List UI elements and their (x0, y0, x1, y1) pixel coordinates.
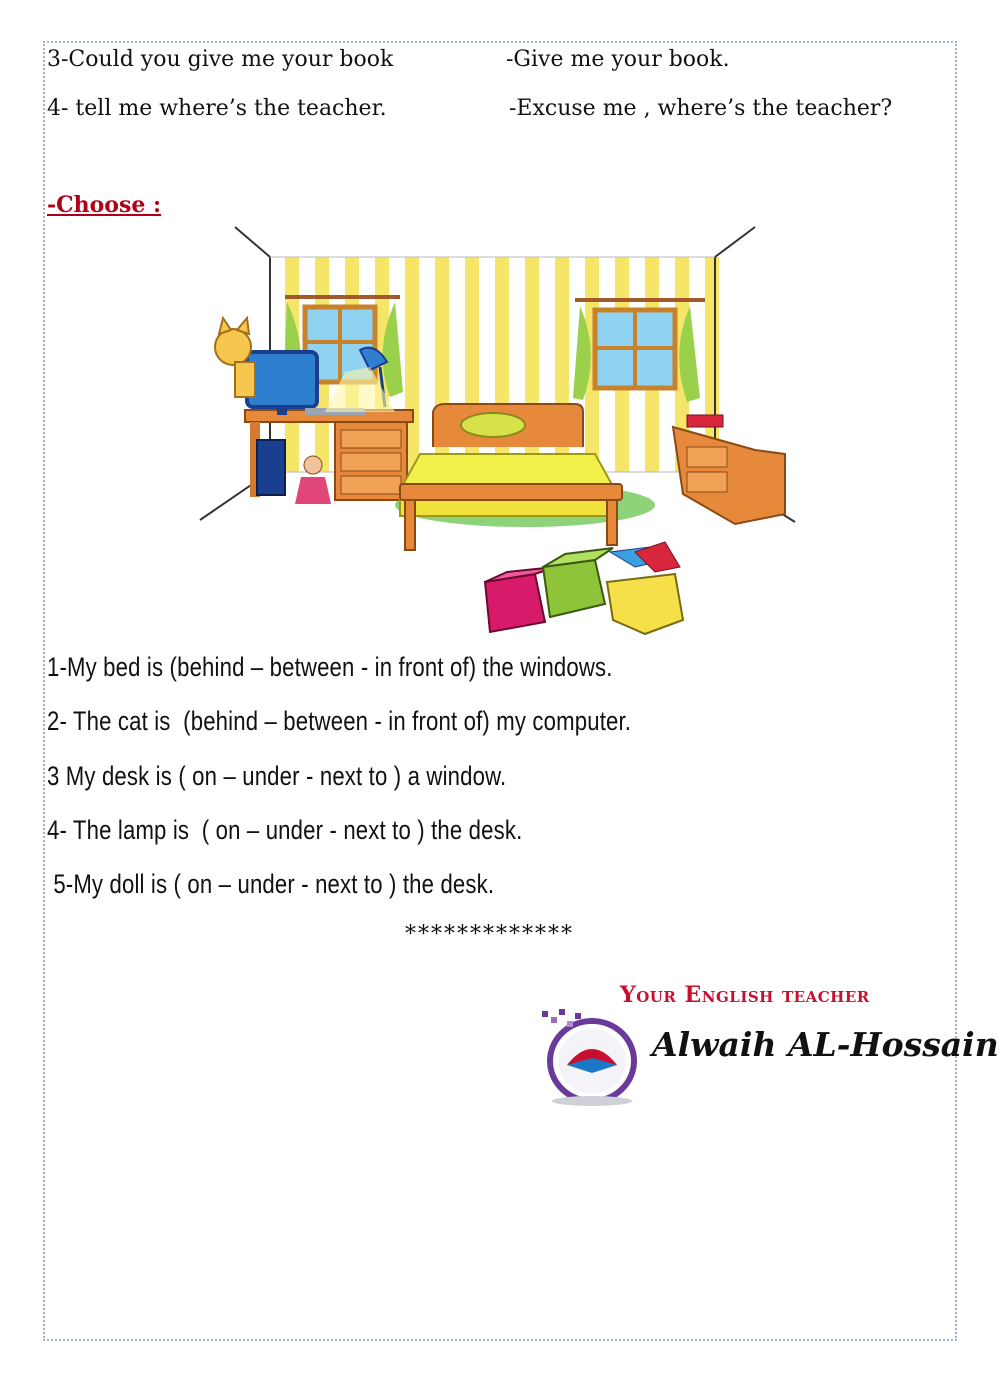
exercise-line-3-left: 3-Could you give me your book (47, 47, 394, 72)
exercise-line-4-left: 4- tell me where’s the teacher. (47, 96, 387, 121)
credit-name: Alwaih AL-Hossain (652, 1025, 999, 1064)
question-3: 3 My desk is ( on – under - next to ) a window. (47, 761, 507, 791)
question-5: 5-My doll is ( on – under - next to ) the desk. (47, 869, 495, 899)
bedroom-illustration (195, 222, 815, 640)
question-2: 2- The cat is (behind – between - in front of) my computer. (47, 706, 632, 736)
choose-heading: -Choose : (47, 192, 162, 218)
separator-stars: ************* (405, 922, 574, 947)
school-logo (537, 1003, 642, 1108)
credit-title: Your English teacher (620, 982, 870, 1008)
exercise-line-4-right: -Excuse me , where’s the teacher? (509, 96, 893, 121)
exercise-line-3-right: -Give me your book. (506, 47, 730, 72)
question-4: 4- The lamp is ( on – under - next to ) the desk. (47, 815, 523, 845)
question-1: 1-My bed is (behind – between - in front of) the windows. (47, 652, 613, 682)
